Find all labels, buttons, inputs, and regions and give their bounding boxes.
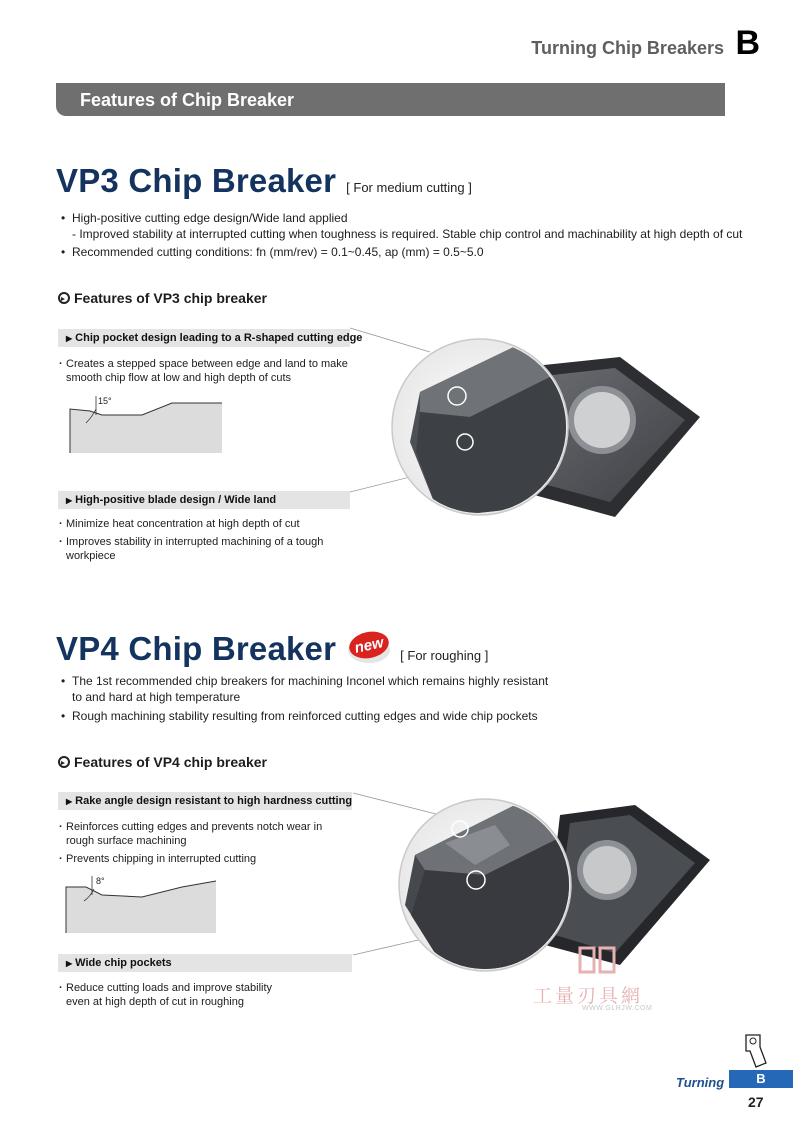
vp4-angle-label: 8° — [96, 876, 105, 886]
vp4-features-heading — [58, 754, 267, 770]
vp3-profile-fill — [70, 403, 222, 453]
vp4-insert-illustration — [345, 785, 720, 985]
vp4-bullets — [58, 673, 558, 724]
vp3-feature-1-desc-1: · Creates a stepped space between edge and land to make smooth chip flow at low and high depth of cuts — [58, 357, 358, 385]
triangle-right-icon: ▶ — [66, 959, 73, 968]
vp3-insert-hole — [574, 392, 630, 448]
vp4-feature-1-desc — [58, 820, 328, 870]
vp3-feature-2-desc-2: · Improves stability in interrupted machining of a tough workpiece — [58, 535, 328, 563]
arrow-circle-icon — [58, 292, 70, 304]
vp4-feature-2-bar — [58, 954, 352, 972]
footer-section-tab: B — [729, 1070, 793, 1088]
vp3-feature-1-bar — [58, 329, 363, 347]
triangle-right-icon: ▶ — [66, 797, 73, 806]
triangle-right-icon: ▶ — [66, 334, 73, 343]
vp4-title: VP4 Chip Breaker — [56, 630, 337, 667]
vp3-feature-2-desc — [58, 517, 328, 567]
vp3-heading — [56, 162, 472, 200]
vp3-feature-2-label: High-positive blade design / Wide land — [75, 494, 277, 506]
vp4-feature-2-desc — [58, 981, 298, 1013]
footer-section-label: Turning — [676, 1075, 725, 1090]
watermark-logo — [576, 946, 620, 976]
vp3-angle-label: 15° — [98, 396, 112, 406]
vp3-feature-1-desc — [58, 357, 358, 389]
turning-tool-icon — [742, 1033, 768, 1069]
vp3-subtitle: [ For medium cutting ] — [346, 180, 472, 195]
vp3-bullets — [58, 210, 742, 260]
vp3-bullet-1-detail: - Improved stability at interrupted cutting when toughness is required. Stable chip control and machinability at high depth of cut — [72, 227, 743, 241]
vp4-bullet-1: • The 1st recommended chip breakers for machining Inconel which remains highly resistant to and hard at high temperature — [58, 673, 552, 705]
vp4-subtitle: [ For roughing ] — [400, 648, 489, 663]
vp4-heading — [56, 622, 488, 668]
vp4-feature-1-label: Rake angle design resistant to high hardness cutting — [75, 795, 353, 807]
vp4-feature-1-desc-2: · Prevents chipping in interrupted cutting — [58, 852, 328, 866]
vp4-insert-hole — [583, 846, 631, 894]
vp4-edge-profile-diagram — [62, 873, 220, 933]
vp3-feature-1-label: Chip pocket design leading to a R-shaped cutting edge — [75, 332, 363, 344]
vp4-feature-1-bar — [58, 792, 352, 810]
section-title: Features of Chip Breaker — [80, 90, 295, 110]
vp3-bullet-1: • High-positive cutting edge design/Wide land applied — [58, 210, 742, 226]
page-header-letter: B — [735, 24, 760, 62]
vp3-feature-2-desc-1: · Minimize heat concentration at high depth of cut — [58, 517, 328, 531]
vp4-bullet-2: • Rough machining stability resulting from reinforced cutting edges and wide chip pockets — [58, 708, 558, 724]
new-badge-text: new — [353, 634, 386, 657]
new-badge-icon — [346, 628, 392, 666]
vp3-insert-illustration — [340, 322, 720, 532]
arrow-circle-icon — [58, 756, 70, 768]
vp3-feature-2-bar — [58, 491, 350, 509]
vp4-feature-1-desc-1: · Reinforces cutting edges and prevents notch wear in rough surface machining — [58, 820, 328, 848]
vp4-feature-2-label: Wide chip pockets — [75, 957, 172, 969]
triangle-right-icon: ▶ — [66, 496, 73, 505]
vp4-feature-2-desc-1: · Reduce cutting loads and improve stability even at high depth of cut in roughing — [58, 981, 298, 1009]
watermark-url: WWW.GLRJW.COM — [582, 1005, 653, 1012]
page-number: 27 — [748, 1094, 764, 1110]
vp3-features-title: Features of VP3 chip breaker — [74, 290, 267, 306]
page-header-title: Turning Chip Breakers — [531, 38, 724, 58]
vp4-features-title: Features of VP4 chip breaker — [74, 754, 267, 770]
vp3-title: VP3 Chip Breaker — [56, 162, 337, 199]
vp3-edge-profile-diagram — [62, 393, 224, 453]
vp3-bullet-2: • Recommended cutting conditions: fn (mm/rev) = 0.1~0.45, ap (mm) = 0.5~5.0 — [58, 244, 742, 260]
watermark-text: 工量刃具網 — [533, 985, 644, 1007]
vp3-features-heading — [58, 290, 267, 306]
